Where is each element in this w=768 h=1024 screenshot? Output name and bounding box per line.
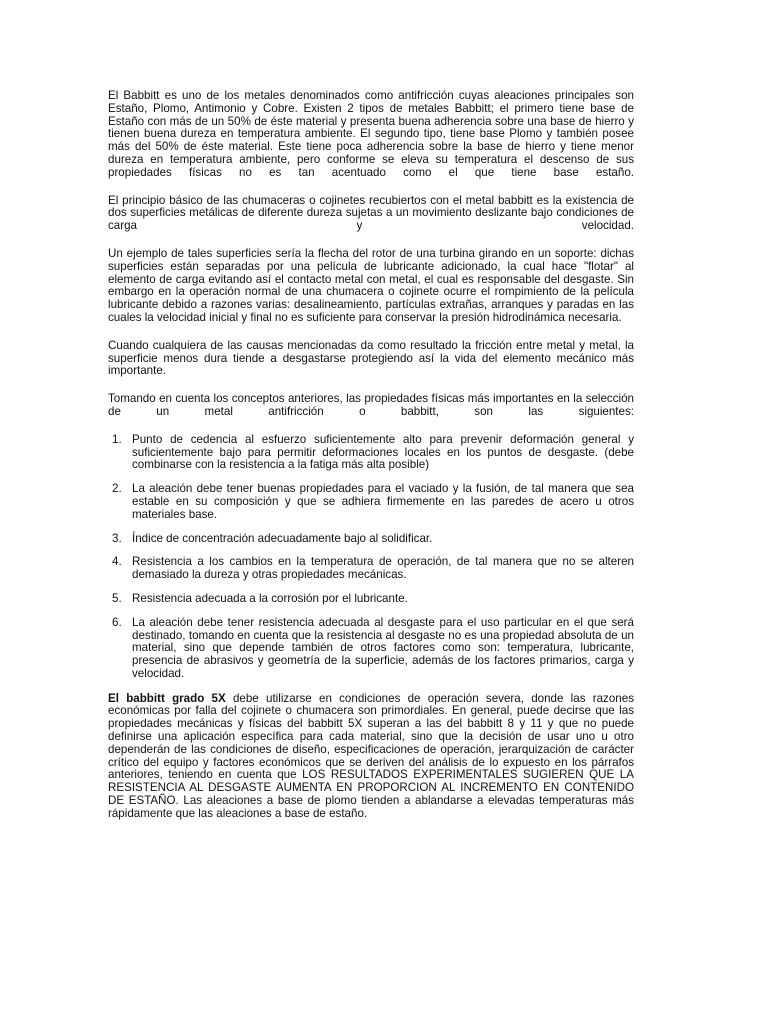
grade-5x-heading: El babbitt grado 5X <box>108 691 226 705</box>
paragraph-friction: Cuando cualquiera de las causas mencionadas da como resultado la fricción entre metal y metal, la superficie menos dura tiende a desgastarse protegiendo así la vida del elemento mecánico más importante. <box>108 338 634 378</box>
list-item-number: 4. <box>112 555 122 569</box>
list-item-text: Punto de cedencia al esfuerzo suficientemente alto para prevenir deformación general y suficientemente bajo para permitir deformaciones locales en los puntos de desgaste. (debe combinarse con la resistencia a la fatiga más alta posible) <box>132 432 634 472</box>
list-item-number: 3. <box>112 531 122 545</box>
list-item <box>108 483 634 521</box>
list-item-number: 1. <box>112 432 122 446</box>
list-item <box>108 593 634 606</box>
document-page <box>108 90 634 836</box>
paragraph-example-surfaces: Un ejemplo de tales superficies sería la flecha del rotor de una turbina girando en un soporte: dichas superficies están separadas por una película de lubricante adicionado, la cual hace "flotar" al elemento de carga evitando así el contacto metal con metal, el cual es responsable del desgaste. Sin embargo en la operación normal de una chumacera o cojinete ocurre el rompimiento de la película lubricante debido a razones varias: desalineamiento, partículas extrañas, arranques y paradas en las cuales la velocidad inicial y final no es suficiente para conservar la presión hidrodinámica necesaria. <box>108 246 634 324</box>
paragraph-properties-intro: Tomando en cuenta los conceptos anteriores, las propiedades físicas más importantes en la selección de un metal antifricción o babbitt, son las siguientes: <box>108 392 634 418</box>
list-item-text: La aleación debe tener resistencia adecuada al desgaste para el uso particular en el que será destinado, tomando en cuenta que la resistencia al desgaste no es una propiedad absoluta de un material, sino que depende también de otros factores como son: temperatura, lubricante, presencia de abrasivos y geometría de la superficie, además de los factores primarios, carga y velocidad. <box>132 615 634 680</box>
list-item-text: Índice de concentración adecuadamente bajo al solidificar. <box>132 531 433 545</box>
list-item-text: Resistencia adecuada a la corrosión por el lubricante. <box>132 591 408 605</box>
list-item <box>108 434 634 472</box>
list-item <box>108 533 634 546</box>
properties-list <box>108 434 634 681</box>
list-item <box>108 556 634 582</box>
grade-5x-text: debe utilizarse en condiciones de operación severa, donde las razones económicas por falla del cojinete o chumacera son primordiales. En general, puede decirse que las propiedades mecánicas y físicas del babbitt 5X superan a las del babbitt 8 y 11 y que no puede definirse una aplicación específica para cada material, sino que la decisión de usar uno u otro dependerán de las condiciones de diseño, especificaciones de operación, jerarquización de carácter crítico del equipo y factores económicos que se deriven del análisis de lo expuesto en los párrafos anteriores, teniendo en cuenta que LOS RESULTADOS EXPERIMENTALES SUGIEREN QUE LA RESISTENCIA AL DESGASTE AUMENTA EN PROPORCION AL INCREMENTO EN CONTENIDO DE ESTAÑO. Las aleaciones a base de plomo tienden a ablandarse a elevadas temperaturas más rápidamente que las aleaciones a base de estaño. <box>108 691 634 820</box>
paragraph-basic-principle: El principio básico de las chumaceras o cojinetes recubiertos con el metal babbitt es la existencia de dos superficies metálicas de diferente dureza sujetas a un movimiento deslizante bajo condiciones de carga y velocidad. <box>108 193 634 233</box>
list-item <box>108 617 634 681</box>
list-item-number: 6. <box>112 615 122 629</box>
list-item-number: 5. <box>112 591 122 605</box>
list-item-text: La aleación debe tener buenas propiedades para el vaciado y la fusión, de tal manera que sea estable en su composición y que se adhiera firmemente en las paredes de acero u otros materiales base. <box>132 482 634 521</box>
list-item-text: Resistencia a los cambios en la temperatura de operación, de tal manera que no se alteren demasiado la dureza y otras propiedades mecánicas. <box>132 555 634 582</box>
list-item-number: 2. <box>112 482 122 496</box>
paragraph-babbitt-intro: El Babbitt es uno de los metales denominados como antifricción cuyas aleaciones principales son Estaño, Plomo, Antimonio y Cobre. Existen 2 tipos de metales Babbitt; el primero tiene base de Estaño con más de un 50% de éste material y presenta buena adherencia sobre una base de hierro y tienen buena dureza en temperatura ambiente. El segundo tipo, tiene base Plomo y también posee más del 50% de éste material. Este tiene poca adherencia sobre la base de hierro y tiene menor dureza en temperatura ambiente, pero conforme se eleva su temperatura el descenso de sus propiedades físicas no es tan acentuado como el que tiene base estaño. <box>108 89 634 179</box>
paragraph-grade-5x <box>108 693 634 821</box>
